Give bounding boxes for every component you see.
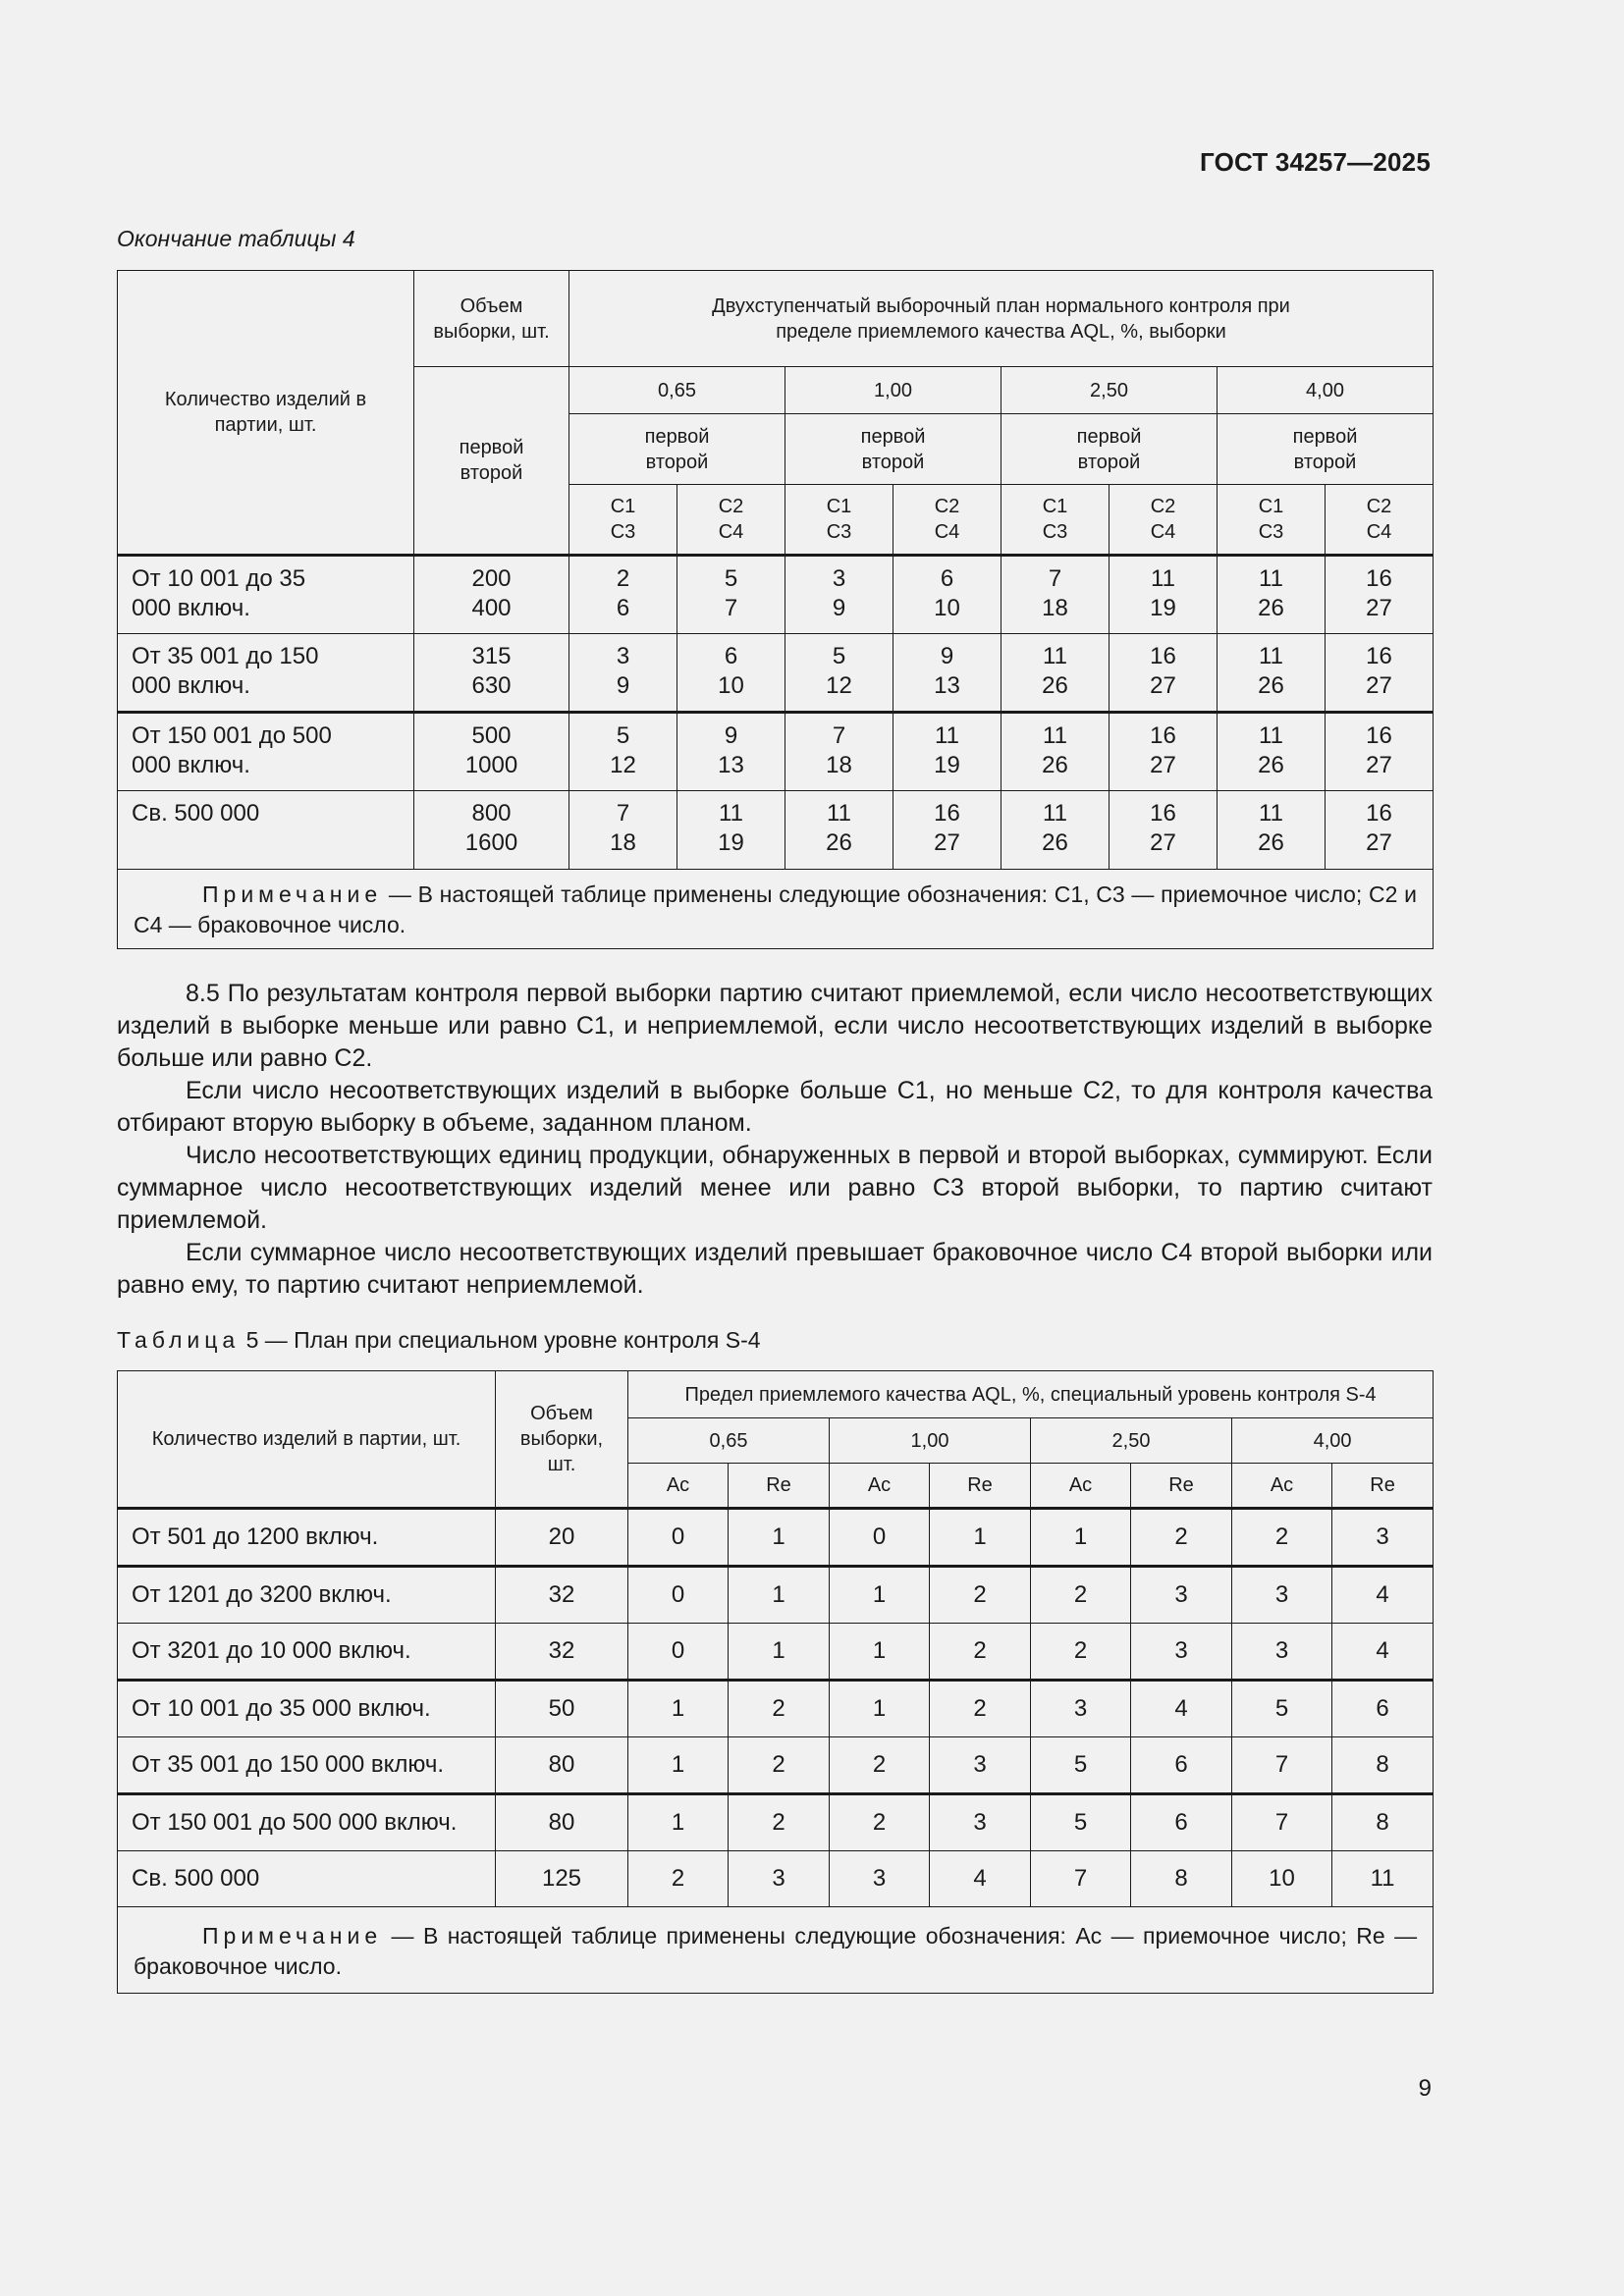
t4-c-odd: C1 C3 xyxy=(785,485,893,556)
t5-cell: 2 xyxy=(729,1737,830,1794)
t5-qty: От 10 001 до 35 000 включ. xyxy=(118,1681,496,1737)
t5-ac: Ac xyxy=(830,1464,930,1509)
t5-ac: Ac xyxy=(628,1464,729,1509)
t4-cell: 11 19 xyxy=(677,791,785,870)
t4-stage: первой второй xyxy=(785,414,1001,485)
t4-cell: 16 27 xyxy=(1326,713,1434,791)
t5-cell: 4 xyxy=(1332,1567,1434,1624)
t5-re: Re xyxy=(729,1464,830,1509)
t5-cell: 3 xyxy=(830,1851,930,1907)
t4-sample: 800 1600 xyxy=(414,791,569,870)
t4-aql: 4,00 xyxy=(1218,367,1434,414)
t5-cell: 7 xyxy=(1232,1794,1332,1851)
t5-cell: 1 xyxy=(628,1737,729,1794)
t4-cell: 6 10 xyxy=(893,556,1001,634)
t5-cell: 3 xyxy=(1232,1567,1332,1624)
t5-note-lead: Примечание xyxy=(202,1922,383,1949)
t5-cell: 0 xyxy=(628,1624,729,1681)
t4-header-plan: Двухступенчатый выборочный план нормального контроля при пределе приемлемого качества AQL, %, выборки xyxy=(569,271,1434,367)
t4-c-odd: C1 C3 xyxy=(1218,485,1326,556)
t4-qty: От 10 001 до 35 000 включ. xyxy=(118,556,414,634)
t4-cell: 11 26 xyxy=(1218,791,1326,870)
table-row xyxy=(118,1737,1434,1794)
t5-qty: От 1201 до 3200 включ. xyxy=(118,1567,496,1624)
t4-cell: 9 13 xyxy=(677,713,785,791)
t4-sample: 315 630 xyxy=(414,634,569,713)
t5-cell: 8 xyxy=(1131,1851,1232,1907)
t5-cell: 3 xyxy=(729,1851,830,1907)
t4-cell: 11 26 xyxy=(1218,556,1326,634)
t4-cell: 6 10 xyxy=(677,634,785,713)
t4-qty: Св. 500 000 xyxy=(118,791,414,870)
t5-cell: 3 xyxy=(1131,1624,1232,1681)
t5-cell: 1 xyxy=(830,1567,930,1624)
t5-cell: 3 xyxy=(930,1794,1031,1851)
page-number: 9 xyxy=(1418,2075,1432,2102)
t4-c-even: C2 C4 xyxy=(893,485,1001,556)
t4-stage: первой второй xyxy=(1218,414,1434,485)
t5-caption-text: 5 — План при специальном уровне контроля S-4 xyxy=(240,1327,761,1353)
t5-cell: 0 xyxy=(830,1509,930,1567)
t5-cell: 8 xyxy=(1332,1794,1434,1851)
t5-cell: 1 xyxy=(830,1681,930,1737)
t4-cell: 16 27 xyxy=(1326,634,1434,713)
table-row xyxy=(118,1851,1434,1907)
t4-cell: 16 27 xyxy=(893,791,1001,870)
t5-aql: 0,65 xyxy=(628,1418,830,1464)
t5-aql: 1,00 xyxy=(830,1418,1031,1464)
t5-ac: Ac xyxy=(1031,1464,1131,1509)
t4-header-sample: Объем выборки, шт. xyxy=(414,271,569,367)
standard-header: ГОСТ 34257—2025 xyxy=(1200,147,1431,177)
t5-sample: 80 xyxy=(496,1737,628,1794)
t4-stage: первой второй xyxy=(569,414,785,485)
t5-cell: 4 xyxy=(1332,1624,1434,1681)
t5-qty: Св. 500 000 xyxy=(118,1851,496,1907)
t4-qty: От 150 001 до 500 000 включ. xyxy=(118,713,414,791)
t4-cell: 5 12 xyxy=(569,713,677,791)
t4-aql: 1,00 xyxy=(785,367,1001,414)
table-row xyxy=(118,556,1434,634)
t5-re: Re xyxy=(1131,1464,1232,1509)
t5-cell: 0 xyxy=(628,1567,729,1624)
t5-caption-lead: Таблица xyxy=(117,1327,241,1353)
t5-header-sample: Объем выборки, шт. xyxy=(496,1371,628,1509)
t5-cell: 2 xyxy=(930,1681,1031,1737)
t5-cell: 3 xyxy=(930,1737,1031,1794)
t5-cell: 10 xyxy=(1232,1851,1332,1907)
t5-cell: 7 xyxy=(1031,1851,1131,1907)
t5-cell: 2 xyxy=(930,1624,1031,1681)
t4-qty: От 35 001 до 150 000 включ. xyxy=(118,634,414,713)
t5-cell: 1 xyxy=(628,1794,729,1851)
t5-cell: 0 xyxy=(628,1509,729,1567)
t5-cell: 5 xyxy=(1232,1681,1332,1737)
t5-aql: 4,00 xyxy=(1232,1418,1434,1464)
t5-cell: 1 xyxy=(1031,1509,1131,1567)
t4-c-even: C2 C4 xyxy=(1110,485,1218,556)
t4-cell: 11 26 xyxy=(1001,791,1110,870)
t4-cell: 11 26 xyxy=(1001,713,1110,791)
t4-cell: 16 27 xyxy=(1326,556,1434,634)
t4-cell: 7 18 xyxy=(1001,556,1110,634)
table-row xyxy=(118,1681,1434,1737)
t4-cell: 11 26 xyxy=(785,791,893,870)
t5-sample: 50 xyxy=(496,1681,628,1737)
t5-re: Re xyxy=(930,1464,1031,1509)
t5-note-text: — В настоящей таблице применены следующие обозначения: Ac — приемочное число; Re — браковочное число. xyxy=(134,1922,1418,1979)
t5-cell: 2 xyxy=(1031,1624,1131,1681)
t5-cell: 6 xyxy=(1131,1794,1232,1851)
t4-note-lead: Примечание xyxy=(202,881,383,907)
table-row xyxy=(118,1567,1434,1624)
t5-cell: 11 xyxy=(1332,1851,1434,1907)
table-row xyxy=(118,713,1434,791)
table-row xyxy=(118,791,1434,870)
t5-cell: 4 xyxy=(1131,1681,1232,1737)
t4-cell: 5 12 xyxy=(785,634,893,713)
t5-sample: 20 xyxy=(496,1509,628,1567)
t5-sample: 80 xyxy=(496,1794,628,1851)
t5-ac: Ac xyxy=(1232,1464,1332,1509)
t4-header-qty: Количество изделий в партии, шт. xyxy=(118,271,414,556)
table-row xyxy=(118,1509,1434,1567)
t5-sample: 125 xyxy=(496,1851,628,1907)
t4-cell: 16 27 xyxy=(1110,713,1218,791)
t5-cell: 2 xyxy=(729,1794,830,1851)
t4-cell: 9 13 xyxy=(893,634,1001,713)
t4-cell: 11 26 xyxy=(1218,713,1326,791)
paragraph: Число несоответствующих единиц продукции, обнаруженных в первой и второй выборках, суммируют. Если суммарное число несоответствующих изделий менее или равно C3 второй выборки, то партию считают приемлемой. xyxy=(117,1142,1433,1234)
t5-cell: 2 xyxy=(628,1851,729,1907)
table4-caption: Окончание таблицы 4 xyxy=(117,226,355,251)
t5-cell: 7 xyxy=(1232,1737,1332,1794)
t5-cell: 2 xyxy=(1232,1509,1332,1567)
t5-qty: От 501 до 1200 включ. xyxy=(118,1509,496,1567)
t4-stage: первой второй xyxy=(1001,414,1218,485)
t4-cell: 16 27 xyxy=(1110,791,1218,870)
t5-cell: 1 xyxy=(628,1681,729,1737)
t5-qty: От 3201 до 10 000 включ. xyxy=(118,1624,496,1681)
t4-cell: 7 18 xyxy=(569,791,677,870)
t4-c-odd: C1 C3 xyxy=(1001,485,1110,556)
t5-cell: 3 xyxy=(1232,1624,1332,1681)
t5-sample: 32 xyxy=(496,1567,628,1624)
table5-caption xyxy=(117,1327,761,1354)
t5-cell: 3 xyxy=(1131,1567,1232,1624)
t4-aql: 0,65 xyxy=(569,367,785,414)
t4-cell: 11 19 xyxy=(893,713,1001,791)
t4-cell: 2 6 xyxy=(569,556,677,634)
t4-header-sample-sub: первой второй xyxy=(414,367,569,556)
t4-aql: 2,50 xyxy=(1001,367,1218,414)
t4-c-odd: C1 C3 xyxy=(569,485,677,556)
t5-qty: От 150 001 до 500 000 включ. xyxy=(118,1794,496,1851)
t4-c-even: C2 C4 xyxy=(1326,485,1434,556)
t5-re: Re xyxy=(1332,1464,1434,1509)
paragraph: 8.5 По результатам контроля первой выборки партию считают приемлемой, если число несоответствующих изделий в выборке меньше или равно C1, и неприемлемой, если число несоответствующих изделий в выборке больше или равно C2. xyxy=(117,980,1433,1072)
t4-cell: 3 9 xyxy=(569,634,677,713)
t5-cell: 6 xyxy=(1131,1737,1232,1794)
t4-sample: 500 1000 xyxy=(414,713,569,791)
table-row xyxy=(118,634,1434,713)
table-row xyxy=(118,1794,1434,1851)
t5-cell: 6 xyxy=(1332,1681,1434,1737)
t5-sample: 32 xyxy=(496,1624,628,1681)
paragraph: Если число несоответствующих изделий в выборке больше C1, но меньше C2, то для контроля качества отбирают вторую выборку в объеме, заданном планом. xyxy=(117,1077,1433,1137)
t5-cell: 5 xyxy=(1031,1737,1131,1794)
section-8-5 xyxy=(117,978,1433,1302)
t5-cell: 1 xyxy=(930,1509,1031,1567)
t5-cell: 3 xyxy=(1031,1681,1131,1737)
t4-cell: 11 19 xyxy=(1110,556,1218,634)
table-5 xyxy=(117,1370,1434,1994)
t4-cell: 16 27 xyxy=(1326,791,1434,870)
t4-c-even: C2 C4 xyxy=(677,485,785,556)
t4-cell: 7 18 xyxy=(785,713,893,791)
t4-cell: 11 26 xyxy=(1218,634,1326,713)
t4-sample: 200 400 xyxy=(414,556,569,634)
t4-cell: 3 9 xyxy=(785,556,893,634)
t5-cell: 5 xyxy=(1031,1794,1131,1851)
t5-cell: 1 xyxy=(830,1624,930,1681)
t4-cell: 11 26 xyxy=(1001,634,1110,713)
t4-cell: 16 27 xyxy=(1110,634,1218,713)
t5-cell: 2 xyxy=(1031,1567,1131,1624)
t5-cell: 2 xyxy=(729,1681,830,1737)
t5-cell: 3 xyxy=(1332,1509,1434,1567)
t5-cell: 4 xyxy=(930,1851,1031,1907)
t5-cell: 2 xyxy=(830,1737,930,1794)
table-4 xyxy=(117,270,1434,949)
table-row xyxy=(118,1624,1434,1681)
t5-cell: 1 xyxy=(729,1624,830,1681)
t4-note-text: — В настоящей таблице применены следующие обозначения: C1, C3 — приемочное число; C2 и C4 — браковочное число. xyxy=(134,881,1417,937)
paragraph: Если суммарное число несоответствующих изделий превышает браковочное число C4 второй выборки или равно ему, то партию считают неприемлемой. xyxy=(117,1239,1433,1299)
t5-cell: 8 xyxy=(1332,1737,1434,1794)
t5-cell: 1 xyxy=(729,1509,830,1567)
t5-cell: 1 xyxy=(729,1567,830,1624)
t5-aql: 2,50 xyxy=(1031,1418,1232,1464)
table4-note xyxy=(118,870,1434,949)
t5-header-aql: Предел приемлемого качества AQL, %, специальный уровень контроля S-4 xyxy=(628,1371,1434,1418)
t5-cell: 2 xyxy=(930,1567,1031,1624)
t5-header-qty: Количество изделий в партии, шт. xyxy=(118,1371,496,1509)
t4-cell: 5 7 xyxy=(677,556,785,634)
t5-cell: 2 xyxy=(1131,1509,1232,1567)
table5-note xyxy=(118,1907,1434,1994)
t5-cell: 2 xyxy=(830,1794,930,1851)
t5-qty: От 35 001 до 150 000 включ. xyxy=(118,1737,496,1794)
